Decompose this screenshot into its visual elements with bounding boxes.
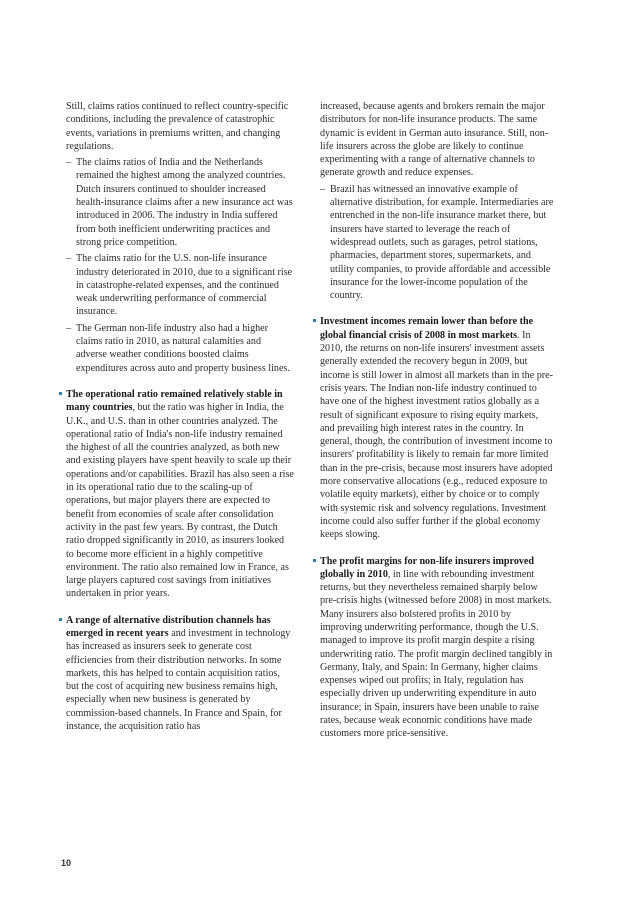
right-column bbox=[320, 100, 555, 741]
right-bullet-investment-incomes bbox=[320, 315, 555, 541]
bullet-body: and investment in technology has increased as insurers seek to generate cost efficiencies from their distribution networks. In some markets, this has helped to contain acquisition ratios, but the cost of acquiring new business remains high, especially when new business is generated by commission-based channels. In France and Spain, for instance, the acquisition ratio has bbox=[66, 627, 291, 733]
left-dash-item-1: – The claims ratios of India and the Netherlands remained the highest among the analyzed countries. Dutch insurers continued to shoulder increased health-insurance claims after a new insurance act was introduced in 2006. The industry in India suffered from both inefficient underwriting practices and strong price competition. bbox=[66, 156, 294, 249]
left-column bbox=[66, 100, 294, 733]
bullet-body: , but the ratio was higher in India, the U.K., and U.S. than in other countries analyzed. The operational ratio of India's non-life industry remained the highest of all the countries analyzed, as both new and existing players have spent heavily to scale up their operations and/or capabilities. Brazil has also seen a rise in its operational ratio due to the scaling-up of operations, but major players there are expected to benefit from economies of scale after consolidation activity in the past few years. By contrast, the Dutch ratio dropped significantly in 2010, as insurers looked to become more efficient in a highly competitive environment. The ratio also remained low in France, as large players captured cost savings from initiatives undertaken in prior years. bbox=[66, 402, 294, 600]
bullet-lead: The operational ratio remained relatively stable in many countries bbox=[66, 388, 283, 414]
page-number: 10 bbox=[61, 858, 72, 868]
left-intro-paragraph: Still, claims ratios continued to reflect country-specific conditions, including the prevalence of catastrophic events, variations in premiums written, and changing regulations. bbox=[66, 101, 289, 152]
bullet-lead: Investment incomes remain lower than before the global financial crisis of 2008 in most markets bbox=[320, 316, 534, 341]
bullet-body: . In 2010, the returns on non-life insurers' investment assets generally extended the recovery begun in 2009, but income is still lower in almost all markets than in the pre-crisis years. The Indian non-life industry continued to have one of the highest investment ratios globally as a result of significant exposure to rising equity markets, and prevailing high interest rates in the country. In general, though, the contribution of investment income to insurers' profitability is likely to remain far more limited than in the pre-crisis, because most insurers have adopted more conservative allocations (e.g., reduced exposure to volatile equity markets), either by choice or to comply with systemic risk and solvency regulations. Investment income could also suffer further if the global economy keeps slowing. bbox=[320, 329, 553, 541]
bullet-lead: The profit margins for non-life insurers improved globally in 2010 bbox=[320, 555, 535, 580]
right-bullet-profit-margins bbox=[320, 555, 555, 741]
left-bullet-operational-ratio bbox=[66, 388, 294, 601]
bullet-body: , in line with rebounding investment returns, but they nevertheless remained sharply below pre-crisis highs (witnessed before 2008) in most markets. Many insurers also bolstered profits in 2010 by improving underwriting performance, though the U.S. managed to improve its profit margin despite a rising underwriting ratio. The profit margin declined tangibly in Germany, Italy, and Spain: In Germany, higher claims expenses wiped out profits; in Italy, regulation has especially driven up underwriting expenditure in auto insurance; in Spain, insurers have been unable to raise rates, because weak economic conditions have made customers more price-sensitive. bbox=[320, 568, 553, 740]
left-dash-item-2: – The claims ratio for the U.S. non-life insurance industry deteriorated in 2010, due to a significant rise in catastrophe-related expenses, and the continued weak underwriting performance of commercial insurance. bbox=[66, 252, 294, 318]
left-bullet-distribution-channels bbox=[66, 614, 294, 734]
right-dash-item-1: – Brazil has witnessed an innovative example of alternative distribution, for example. Intermediaries are entrenched in the non-life insurance market there, but insurers have started to leverage the reach of widespread outlets, such as garages, petrol stations, pharmacies, department stores, supermarkets, and utility companies, to provide affordable and accessible insurance for the lower-income population of the country. bbox=[320, 183, 555, 303]
left-dash-item-3: – The German non-life industry also had a higher claims ratio in 2010, as natural calamities and adverse weather conditions boosted claims expenditures across auto and property business lines. bbox=[66, 322, 294, 375]
right-continuation-paragraph: increased, because agents and brokers remain the major distributors for non-life insurance products. The same dynamic is evident in German auto insurance. Still, non-life insurers across the globe are likely to continue experimenting with a range of alternative channels to generate growth and reduce expenses. bbox=[320, 101, 549, 179]
bullet-lead: A range of alternative distribution channels has emerged in recent years bbox=[66, 614, 271, 639]
